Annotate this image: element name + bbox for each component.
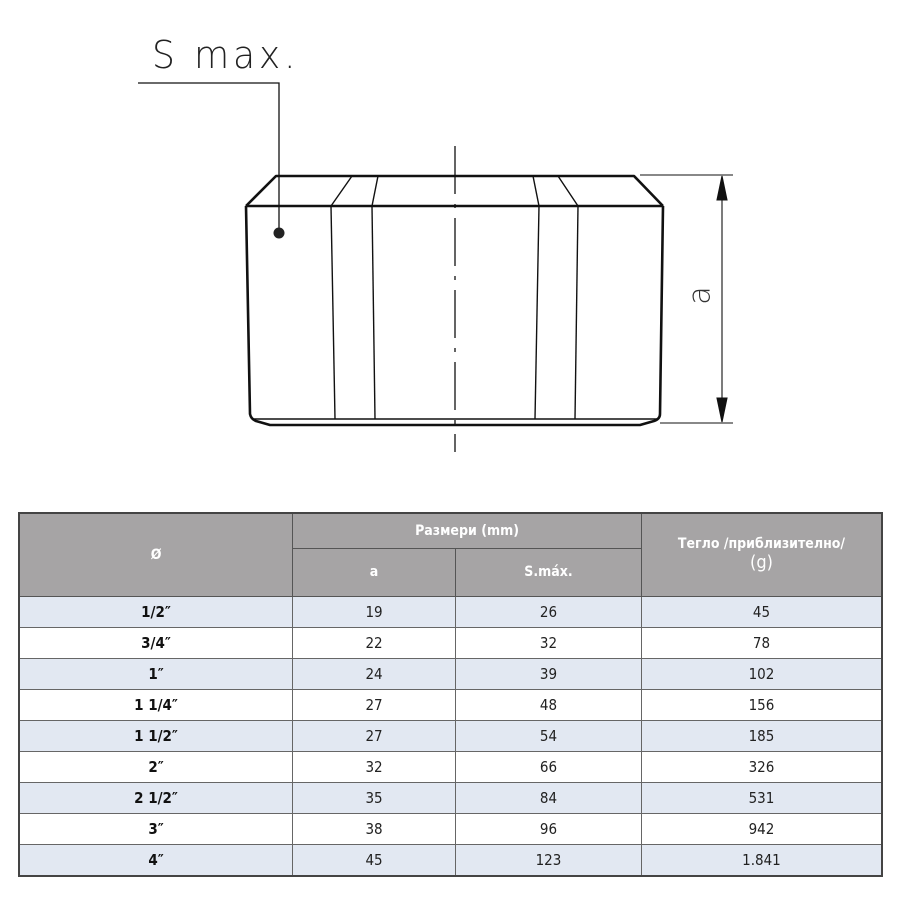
cell-s-max: 96 [455, 813, 641, 844]
table-row [19, 627, 882, 658]
header-weight-unit: (g) [750, 552, 773, 574]
cell-size: 1 1/2″ [19, 720, 293, 751]
cell-weight: 1.841 [641, 844, 882, 876]
cell-a: 27 [293, 689, 456, 720]
table-row [19, 720, 882, 751]
cell-size: 1″ [19, 658, 293, 689]
cell-s-max: 123 [455, 844, 641, 876]
table-row [19, 689, 882, 720]
cell-s-max: 39 [455, 658, 641, 689]
table-row [19, 751, 882, 782]
cell-size: 3″ [19, 813, 293, 844]
cell-weight: 531 [641, 782, 882, 813]
cell-s-max: 84 [455, 782, 641, 813]
cell-weight: 185 [641, 720, 882, 751]
cell-weight: 156 [641, 689, 882, 720]
header-weight [641, 513, 882, 596]
smax-leader [138, 83, 279, 232]
cell-s-max: 26 [455, 596, 641, 627]
dimensions-table [18, 512, 883, 877]
cell-size: 1 1/4″ [19, 689, 293, 720]
cell-a: 24 [293, 658, 456, 689]
table-row [19, 813, 882, 844]
cell-weight: 102 [641, 658, 882, 689]
smax-callout-label: S max. [152, 33, 300, 77]
cell-s-max: 66 [455, 751, 641, 782]
table-row [19, 596, 882, 627]
table-row [19, 658, 882, 689]
cell-size: 1/2″ [19, 596, 293, 627]
cell-size: 2″ [19, 751, 293, 782]
cell-a: 45 [293, 844, 456, 876]
cell-s-max: 48 [455, 689, 641, 720]
cell-weight: 45 [641, 596, 882, 627]
cell-a: 27 [293, 720, 456, 751]
header-s-max: S.máx. [455, 548, 641, 596]
cell-size: 3/4″ [19, 627, 293, 658]
cell-weight: 942 [641, 813, 882, 844]
dimension-a-label: a [682, 286, 718, 305]
cell-a: 38 [293, 813, 456, 844]
table-row [19, 782, 882, 813]
header-a: a [293, 548, 456, 596]
cell-size: 4″ [19, 844, 293, 876]
cell-a: 22 [293, 627, 456, 658]
cell-weight: 326 [641, 751, 882, 782]
cell-size: 2 1/2″ [19, 782, 293, 813]
cell-a: 35 [293, 782, 456, 813]
cell-s-max: 54 [455, 720, 641, 751]
cell-weight: 78 [641, 627, 882, 658]
cell-a: 32 [293, 751, 456, 782]
header-dimensions-group: Размери (mm) [293, 513, 642, 548]
header-weight-label: Тегло /приблизително/ [677, 536, 846, 553]
cell-s-max: 32 [455, 627, 641, 658]
cell-a: 19 [293, 596, 456, 627]
table-row [19, 844, 882, 876]
callout-dot [274, 228, 285, 239]
header-diameter: Ø [19, 513, 293, 596]
